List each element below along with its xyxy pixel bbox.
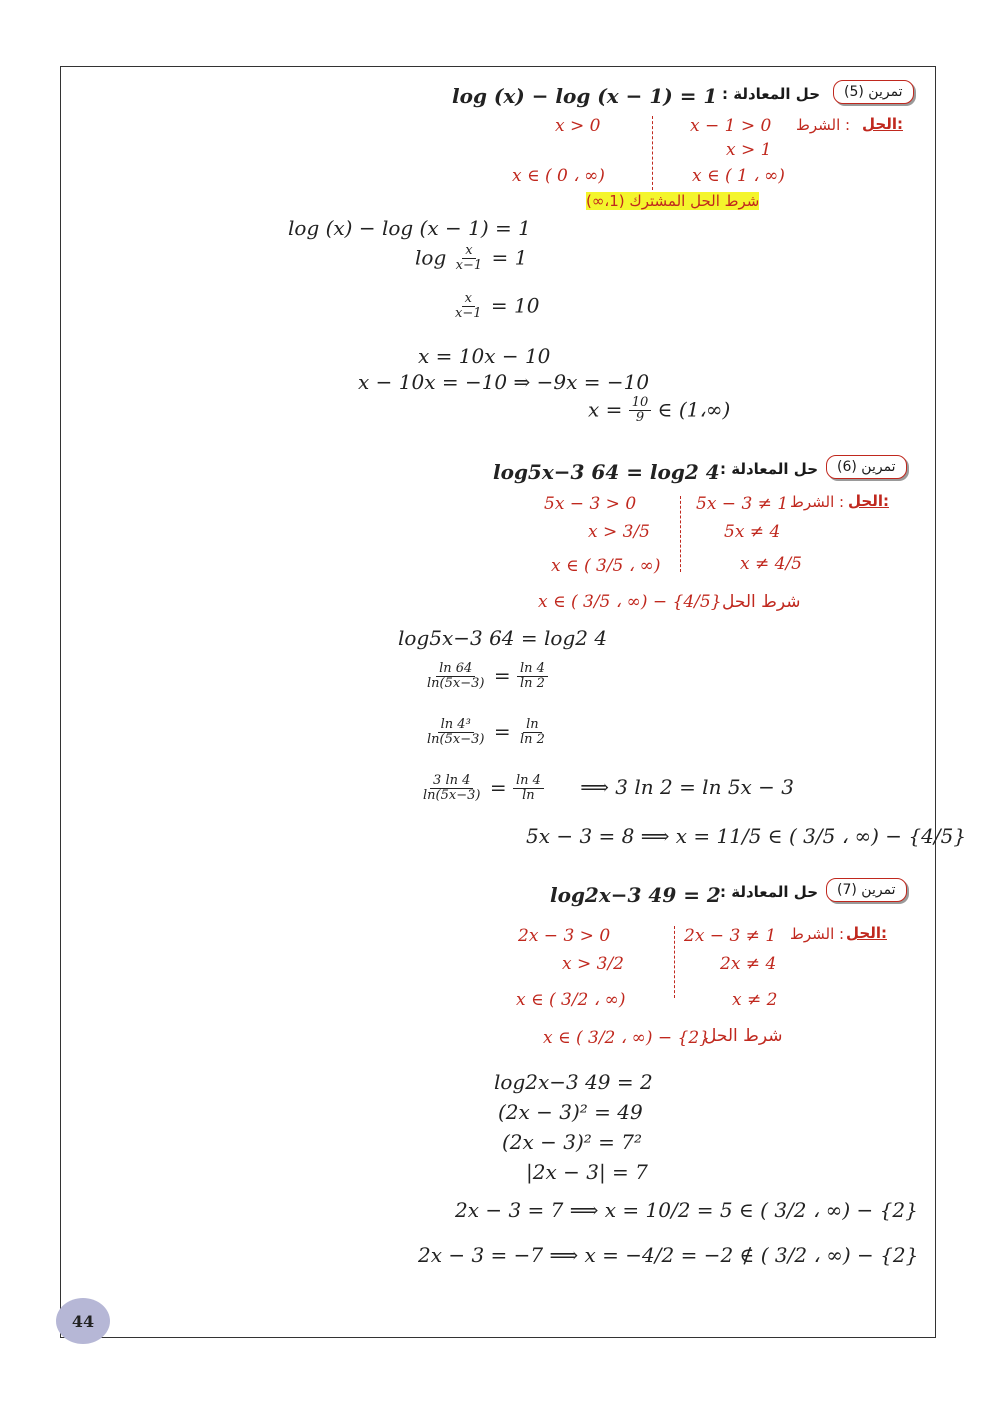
exercise-6-cond-right-1: 5x − 3 ≠ 1 xyxy=(696,494,789,514)
exercise-5-task: حل المعادلة : xyxy=(722,85,820,103)
exercise-7-cond-right-2: 2x ≠ 4 xyxy=(720,954,777,974)
exercise-7-domain: x ∈ ( 3/2 ، ∞) − {2} xyxy=(543,1028,710,1048)
exercise-6-divider xyxy=(680,496,681,572)
exercise-6-step-3: $\frac{\text{ln 4³}}{\ln(5x-3)}$ = $\frac{\ln}{\ln 2}$ xyxy=(427,717,545,748)
page-number: 44 xyxy=(56,1298,110,1344)
exercise-7-task: حل المعادلة : xyxy=(720,883,818,901)
exercise-6-step-2: $\frac{\ln 64}{\ln(5x-3)}$ = $\frac{\ln 4}{\ln 2}$ xyxy=(424,662,548,692)
exercise-7-cond-left-1: 2x − 3 > 0 xyxy=(518,926,611,946)
exercise-7-cond-right-1: 2x − 3 ≠ 1 xyxy=(684,926,777,946)
exercise-7-step-6: 2x − 3 = −7 ⟹ x = −4/2 = −2 ∉ ( 3/2 ، ∞) − {2} xyxy=(418,1243,919,1267)
exercise-5-cond-right-1: x − 1 > 0 xyxy=(690,116,772,136)
exercise-6-step-1: log5x−3 64 = log2 4 xyxy=(398,626,608,650)
exercise-5-solution-label: الحل: xyxy=(862,115,903,133)
exercise-7-step-5: 2x − 3 = 7 ⟹ x = 10/2 = 5 ∈ ( 3/2 ، ∞) − {2} xyxy=(455,1198,918,1222)
exercise-6-equation: log5x−3 64 = log2 4 xyxy=(493,460,720,484)
exercise-5-cond-right-2: x > 1 xyxy=(726,140,772,160)
exercise-6-step-5: 5x − 3 = 8 ⟹ x = 11/5 ∈ ( 3/5 ، ∞) − {4/5} xyxy=(526,824,967,848)
exercise-5-step-1: log (x) − log (x − 1) = 1 xyxy=(288,216,531,240)
exercise-6-solution-label: الحل: xyxy=(848,492,889,510)
exercise-5-cond-left-1: x > 0 xyxy=(555,116,601,136)
exercise-5-step-6: x = $\frac{10}{9}$ ∈ (1،∞) xyxy=(588,395,731,426)
exercise-5-divider xyxy=(652,116,653,190)
exercise-5-cond-right-3: x ∈ ( 1 ، ∞) xyxy=(692,166,785,186)
exercise-7-badge: تمرين (7) xyxy=(826,878,907,902)
exercise-6-step-4: $\frac{3 \ln 4}{\ln(5x-3)}$ = $\frac{\ln 4}{\ln}$ ⟹ 3 ln 2 = ln 5x − 3 xyxy=(423,773,795,804)
exercise-6-cond-left-2: x > 3/5 xyxy=(588,522,650,542)
exercise-5-step-5: x − 10x = −10 ⇒ −9x = −10 xyxy=(358,370,650,394)
exercise-6-task: حل المعادلة : xyxy=(720,460,818,478)
exercise-7-step-4: |2x − 3| = 7 xyxy=(526,1160,648,1184)
exercise-7-divider xyxy=(674,926,675,998)
exercise-7-equation: log2x−3 49 = 2 xyxy=(550,883,721,907)
exercise-6-domain: x ∈ ( 3/5 ، ∞) − {4/5} xyxy=(538,592,722,612)
exercise-6-cond-right-2: 5x ≠ 4 xyxy=(724,522,781,542)
exercise-7-step-3: (2x − 3)² = 7² xyxy=(502,1130,643,1154)
exercise-7-cond-right-3: x ≠ 2 xyxy=(732,990,778,1010)
exercise-5-equation: log (x) − log (x − 1) = 1 xyxy=(452,84,718,108)
exercise-7-cond-left-3: x ∈ ( 3/2 ، ∞) xyxy=(516,990,626,1010)
exercise-5-step-2: log $\frac{x}{x-1}$ = 1 xyxy=(415,243,528,274)
exercise-6-cond-left-1: 5x − 3 > 0 xyxy=(544,494,637,514)
exercise-6-domain-label: شرط الحل xyxy=(722,592,801,612)
exercise-7-step-2: (2x − 3)² = 49 xyxy=(498,1100,643,1124)
exercise-5-common-condition: شرط الحل المشترك (1،∞) xyxy=(586,192,760,210)
exercise-5-badge: تمرين (5) xyxy=(833,80,914,104)
exercise-7-condition-label: الشرط : xyxy=(790,925,845,943)
exercise-5-condition-label: الشرط : xyxy=(796,116,851,134)
exercise-6-cond-left-3: x ∈ ( 3/5 ، ∞) xyxy=(551,556,661,576)
exercise-7-step-1: log2x−3 49 = 2 xyxy=(494,1070,653,1094)
exercise-5-step-4: x = 10x − 10 xyxy=(418,344,551,368)
exercise-5-cond-left-3: x ∈ ( 0 ، ∞) xyxy=(512,166,605,186)
exercise-7-cond-left-2: x > 3/2 xyxy=(562,954,624,974)
exercise-7-solution-label: الحل: xyxy=(846,924,887,942)
exercise-6-badge: تمرين (6) xyxy=(826,455,907,479)
exercise-7-domain-label: شرط الحل xyxy=(704,1026,783,1046)
exercise-6-condition-label: الشرط : xyxy=(790,493,845,511)
exercise-5-step-3: $\frac{x}{x-1}$ = 10 xyxy=(455,291,540,322)
exercise-6-cond-right-3: x ≠ 4/5 xyxy=(740,554,802,574)
